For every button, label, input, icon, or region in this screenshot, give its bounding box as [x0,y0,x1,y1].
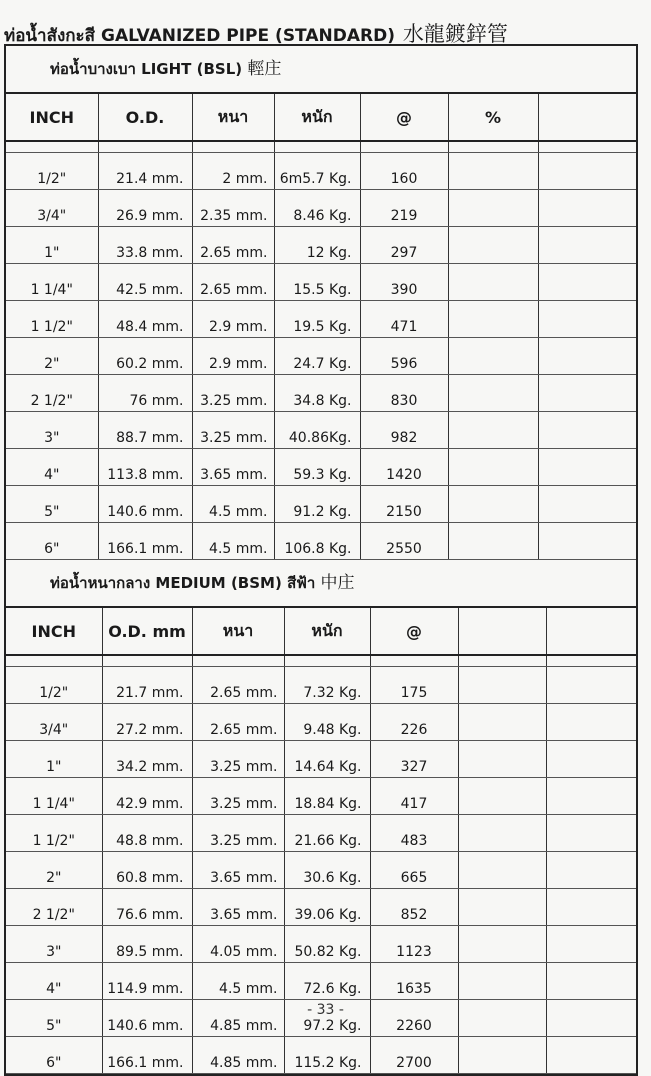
cell-blank [538,153,636,190]
cell-weight: 91.2 Kg. [274,486,360,523]
table-row [6,375,636,412]
cell-od: 114.9 mm. [102,963,192,1000]
cell-inch: 2" [6,338,98,375]
cell-weight: 34.8 Kg. [274,375,360,412]
table-row [6,412,636,449]
cell-thickness: 3.65 mm. [192,449,274,486]
cell-blank [458,815,546,852]
medium-title-chinese: 中庄 [320,573,355,593]
light-title-chinese: 輕庄 [247,59,282,79]
cell-price: 297 [360,227,448,264]
col-header-percent: % [448,94,538,141]
cell-thickness: 2.65 mm. [192,667,284,704]
cell-thickness: 3.25 mm. [192,375,274,412]
cell-price: 982 [360,412,448,449]
cell-thickness: 2.65 mm. [192,264,274,301]
cell-thickness: 3.65 mm. [192,889,284,926]
light-title-english: LIGHT (BSL) [141,60,243,78]
cell-blank [448,338,538,375]
cell-blank [546,889,636,926]
table-row [6,815,636,852]
table-row [6,741,636,778]
table-row [6,778,636,815]
cell-thickness: 4.05 mm. [192,926,284,963]
cell-inch: 1" [6,741,102,778]
cell-blank [538,449,636,486]
cell-inch: 1 1/2" [6,301,98,338]
cell-inch: 1/2" [6,153,98,190]
cell-price: 483 [370,815,458,852]
cell-inch: 2 1/2" [6,889,102,926]
cell-blank [458,741,546,778]
cell-weight: 115.2 Kg. [284,1037,370,1074]
cell-weight: 72.6 Kg. [284,963,370,1000]
cell-price: 2700 [370,1037,458,1074]
cell-blank [538,190,636,227]
table-row [6,449,636,486]
cell-blank [458,704,546,741]
cell-od: 76 mm. [98,375,192,412]
cell-od: 166.1 mm. [98,523,192,560]
cell-blank [538,486,636,523]
cell-thickness: 4.85 mm. [192,1000,284,1037]
light-title-thai: ท่อน้ำบางเบา [50,60,136,78]
spacer-row [6,655,636,667]
spacer-cell [370,655,458,667]
cell-blank [546,1037,636,1074]
cell-blank [448,523,538,560]
cell-weight: 40.86Kg. [274,412,360,449]
cell-thickness: 2.9 mm. [192,301,274,338]
medium-title-english: MEDIUM (BSM) [155,574,282,592]
cell-price: 1635 [370,963,458,1000]
cell-weight: 30.6 Kg. [284,852,370,889]
table-row [6,486,636,523]
cell-blank [458,889,546,926]
col-header-blank [538,94,636,141]
cell-inch: 5" [6,486,98,523]
light-table-body [6,141,636,560]
cell-weight: 9.48 Kg. [284,704,370,741]
cell-blank [448,412,538,449]
cell-blank [448,227,538,264]
spacer-cell [192,141,274,153]
cell-inch: 3/4" [6,190,98,227]
cell-blank [458,778,546,815]
title-thai: ท่อน้ำสังกะสี [4,26,96,46]
spacer-cell [6,141,98,153]
cell-blank [458,1037,546,1074]
cell-blank [448,375,538,412]
cell-price: 830 [360,375,448,412]
medium-title-color: สีฟ้า [287,574,316,592]
title-chinese: 水龍鍍鋅管 [402,22,508,46]
cell-thickness: 3.25 mm. [192,778,284,815]
cell-od: 48.4 mm. [98,301,192,338]
cell-thickness: 4.5 mm. [192,523,274,560]
cell-price: 327 [370,741,458,778]
cell-blank [538,264,636,301]
cell-blank [546,778,636,815]
spacer-cell [6,655,102,667]
cell-inch: 5" [6,1000,102,1037]
cell-thickness: 2.65 mm. [192,704,284,741]
cell-od: 76.6 mm. [102,889,192,926]
cell-od: 88.7 mm. [98,412,192,449]
cell-price: 2150 [360,486,448,523]
table-row [6,704,636,741]
cell-weight: 15.5 Kg. [274,264,360,301]
table-row [6,926,636,963]
cell-price: 226 [370,704,458,741]
light-table [6,94,636,560]
cell-blank [538,301,636,338]
col-header-price: @ [360,94,448,141]
cell-blank [448,301,538,338]
col-header-price: @ [370,608,458,655]
cell-weight: 7.32 Kg. [284,667,370,704]
col-header-blank [458,608,546,655]
pipe-price-table [4,44,638,1076]
medium-section-title [6,560,636,608]
cell-weight: 14.64 Kg. [284,741,370,778]
col-header-inch: INCH [6,94,98,141]
cell-od: 21.7 mm. [102,667,192,704]
cell-blank [458,852,546,889]
col-header-blank [546,608,636,655]
table-row [6,852,636,889]
cell-price: 596 [360,338,448,375]
cell-blank [546,667,636,704]
spacer-cell [360,141,448,153]
cell-inch: 1 1/2" [6,815,102,852]
cell-weight: 106.8 Kg. [274,523,360,560]
table-row [6,523,636,560]
table-row [6,338,636,375]
cell-price: 852 [370,889,458,926]
cell-price: 417 [370,778,458,815]
cell-blank [538,523,636,560]
cell-thickness: 2.9 mm. [192,338,274,375]
cell-blank [448,190,538,227]
spacer-cell [274,141,360,153]
cell-blank [458,667,546,704]
cell-price: 2260 [370,1000,458,1037]
cell-thickness: 3.65 mm. [192,852,284,889]
cell-price: 1420 [360,449,448,486]
title-standard: (STANDARD) [275,26,395,46]
page-number: - 33 - [307,1002,344,1018]
cell-weight: 18.84 Kg. [284,778,370,815]
table-row [6,227,636,264]
col-header-weight: หนัก [284,608,370,655]
spacer-cell [192,655,284,667]
cell-weight: 21.66 Kg. [284,815,370,852]
cell-od: 26.9 mm. [98,190,192,227]
col-header-thickness: หนา [192,94,274,141]
table-row [6,963,636,1000]
cell-blank [448,449,538,486]
cell-inch: 1/2" [6,667,102,704]
cell-blank [546,852,636,889]
cell-blank [538,338,636,375]
cell-thickness: 3.25 mm. [192,741,284,778]
table-row [6,667,636,704]
cell-blank [538,227,636,264]
cell-inch: 3/4" [6,704,102,741]
cell-od: 60.2 mm. [98,338,192,375]
light-header-row [6,94,636,141]
cell-inch: 1 1/4" [6,778,102,815]
cell-od: 140.6 mm. [98,486,192,523]
col-header-thickness: หนา [192,608,284,655]
cell-weight: 39.06 Kg. [284,889,370,926]
cell-blank [538,375,636,412]
cell-inch: 6" [6,1037,102,1074]
cell-od: 27.2 mm. [102,704,192,741]
cell-thickness: 2.35 mm. [192,190,274,227]
cell-inch: 1" [6,227,98,264]
cell-thickness: 3.25 mm. [192,412,274,449]
cell-blank [546,926,636,963]
spacer-cell [448,141,538,153]
cell-price: 160 [360,153,448,190]
cell-inch: 2 1/2" [6,375,98,412]
cell-blank [538,412,636,449]
cell-weight: 19.5 Kg. [274,301,360,338]
cell-od: 48.8 mm. [102,815,192,852]
cell-inch: 3" [6,926,102,963]
cell-od: 42.5 mm. [98,264,192,301]
cell-weight: 24.7 Kg. [274,338,360,375]
medium-header-row [6,608,636,655]
cell-weight: 6m5.7 Kg. [274,153,360,190]
col-header-od: O.D. [98,94,192,141]
cell-weight: 12 Kg. [274,227,360,264]
cell-thickness: 4.5 mm. [192,486,274,523]
cell-inch: 2" [6,852,102,889]
cell-od: 34.2 mm. [102,741,192,778]
cell-price: 390 [360,264,448,301]
spacer-cell [284,655,370,667]
cell-thickness: 4.5 mm. [192,963,284,1000]
cell-thickness: 2.65 mm. [192,227,274,264]
spacer-cell [98,141,192,153]
cell-blank [448,153,538,190]
cell-blank [546,815,636,852]
cell-price: 665 [370,852,458,889]
cell-blank [458,926,546,963]
cell-od: 113.8 mm. [98,449,192,486]
col-header-weight: หนัก [274,94,360,141]
table-row [6,190,636,227]
cell-blank [546,963,636,1000]
cell-blank [448,486,538,523]
cell-blank [448,264,538,301]
cell-price: 219 [360,190,448,227]
cell-price: 471 [360,301,448,338]
title-english: GALVANIZED PIPE [100,26,270,46]
spacer-row [6,141,636,153]
cell-thickness: 3.25 mm. [192,815,284,852]
cell-inch: 6" [6,523,98,560]
cell-weight: 97.2 Kg. [284,1000,370,1037]
cell-od: 60.8 mm. [102,852,192,889]
cell-weight: 59.3 Kg. [274,449,360,486]
cell-blank [546,704,636,741]
cell-od: 140.6 mm. [102,1000,192,1037]
cell-od: 89.5 mm. [102,926,192,963]
cell-thickness: 2 mm. [192,153,274,190]
cell-inch: 1 1/4" [6,264,98,301]
col-header-od: O.D. mm [102,608,192,655]
cell-price: 175 [370,667,458,704]
table-row [6,301,636,338]
cell-price: 2550 [360,523,448,560]
spacer-cell [546,655,636,667]
light-section-title [6,46,636,94]
table-row [6,1037,636,1074]
cell-thickness: 4.85 mm. [192,1037,284,1074]
spacer-cell [102,655,192,667]
spacer-cell [538,141,636,153]
cell-blank [458,963,546,1000]
col-header-inch: INCH [6,608,102,655]
medium-title-thai: ท่อน้ำหนากลาง [50,574,151,592]
cell-inch: 4" [6,963,102,1000]
cell-inch: 4" [6,449,98,486]
cell-inch: 3" [6,412,98,449]
cell-blank [546,741,636,778]
cell-od: 21.4 mm. [98,153,192,190]
cell-od: 33.8 mm. [98,227,192,264]
cell-weight: 8.46 Kg. [274,190,360,227]
table-row [6,264,636,301]
cell-od: 166.1 mm. [102,1037,192,1074]
table-row [6,889,636,926]
cell-weight: 50.82 Kg. [284,926,370,963]
cell-od: 42.9 mm. [102,778,192,815]
cell-price: 1123 [370,926,458,963]
table-row [6,153,636,190]
spacer-cell [458,655,546,667]
